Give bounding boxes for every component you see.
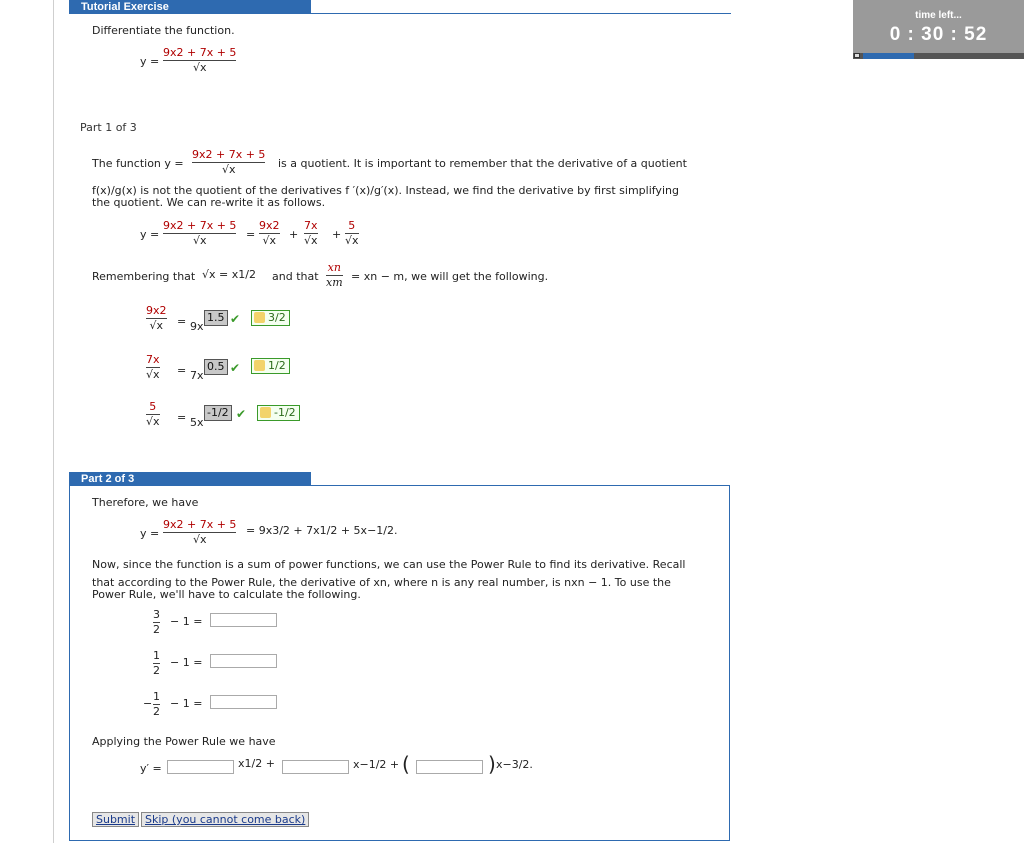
- row1-base: 9x: [190, 320, 204, 333]
- part1-quotient-fraction: [192, 149, 265, 176]
- left-border-line: [53, 0, 54, 843]
- x-neg-three-half-term: x−3/2.: [496, 758, 533, 771]
- skip-button[interactable]: Skip (you cannot come back): [141, 812, 309, 827]
- part1-text-a: The function y =: [92, 157, 184, 170]
- part2-eq-rhs: = 9x3/2 + 7x1/2 + 5x−1/2.: [246, 524, 398, 537]
- part1-text-d: the quotient. We can re-write it as follows.: [92, 196, 326, 209]
- part1-label: Part 1 of 3: [80, 121, 137, 134]
- yprime-label: y′ =: [140, 762, 162, 775]
- row2-check-icon: ✔: [230, 361, 241, 375]
- submit-button[interactable]: Submit: [92, 812, 139, 827]
- row3-answer[interactable]: -1/2: [204, 405, 232, 421]
- rewrite-term3: 5 √x: [345, 219, 359, 247]
- remember-d: = xn − m, we will get the following.: [351, 270, 549, 283]
- part2-applying: Applying the Power Rule we have: [92, 735, 276, 748]
- instruction-text: Differentiate the function.: [92, 24, 235, 37]
- x-half-term: x1/2 +: [238, 757, 275, 770]
- key-icon: [260, 407, 271, 418]
- function-denominator: √x: [192, 61, 207, 74]
- function-fraction: [163, 47, 236, 74]
- row1-answer[interactable]: 1.5: [204, 310, 228, 326]
- part2-para1: Now, since the function is a sum of power functions, we can use the Power Rule to find its derivative. Recall: [92, 558, 686, 571]
- function-numerator: 9x2 + 7x + 5: [163, 46, 237, 59]
- calc-input-3[interactable]: [210, 695, 277, 709]
- calc-input-1[interactable]: [210, 613, 277, 627]
- row3-key-answer[interactable]: -1/2: [257, 405, 300, 421]
- part1-quotient-den: √x: [221, 163, 236, 176]
- close-paren: ): [488, 752, 496, 776]
- key-icon: [254, 312, 265, 323]
- derivative-coef-1-input[interactable]: [167, 760, 234, 774]
- rewrite-fraction-full: 9x2 + 7x + 5 √x: [163, 219, 237, 247]
- row1-check-icon: ✔: [230, 312, 241, 326]
- x-neg-half-term: x−1/2 +: [353, 758, 400, 771]
- part2-eq-lhs: y =: [140, 527, 160, 540]
- part2-para2: that according to the Power Rule, the derivative of xn, where n is any real number, is nxn − 1. To use the: [92, 576, 671, 589]
- part1-text-c: f(x)/g(x) is not the quotient of the derivatives f ′(x)/g′(x). Instead, we find the derivative by first simplifying: [92, 184, 679, 197]
- rewrite-lhs: y =: [140, 228, 160, 241]
- derivative-coef-2-input[interactable]: [282, 760, 349, 774]
- row2-key-answer[interactable]: 1/2: [251, 358, 290, 374]
- calc-input-2[interactable]: [210, 654, 277, 668]
- timer-value: 0 : 30 : 52: [889, 24, 988, 45]
- timer-progress-fill: [863, 53, 914, 59]
- part1-quotient-num: 9x2 + 7x + 5: [192, 148, 266, 161]
- function-lhs: y =: [140, 55, 160, 68]
- row2-answer[interactable]: 0.5: [204, 359, 228, 375]
- row1-key-answer[interactable]: 3/2: [251, 310, 290, 326]
- timer-label: time left...: [915, 10, 962, 21]
- part2-para3: Power Rule, we'll have to calculate the following.: [92, 588, 361, 601]
- row3-base: 5x: [190, 416, 204, 429]
- rewrite-term1: 9x2 √x: [259, 219, 280, 247]
- timer-progress-bar: [853, 53, 1024, 59]
- key-icon: [254, 360, 265, 371]
- row2-base: 7x: [190, 369, 204, 382]
- part2-label: Part 2 of 3: [81, 473, 135, 485]
- header-rule: [311, 13, 731, 14]
- remember-c: and that: [272, 270, 319, 283]
- header-title: Tutorial Exercise: [81, 1, 169, 13]
- tutorial-exercise-header: [69, 0, 311, 14]
- progress-handle[interactable]: [854, 53, 860, 58]
- rewrite-term2: 7x √x: [304, 219, 318, 247]
- row3-check-icon: ✔: [236, 407, 247, 421]
- part2-therefore: Therefore, we have: [92, 496, 199, 509]
- part2-eq-fraction: 9x2 + 7x + 5 √x: [163, 518, 237, 546]
- derivative-coef-3-input[interactable]: [416, 760, 483, 774]
- remember-a: Remembering that: [92, 270, 196, 283]
- remember-fraction: xn xm: [326, 261, 343, 289]
- open-paren: (: [402, 752, 410, 776]
- part1-text-b: is a quotient. It is important to remember that the derivative of a quotient: [278, 157, 687, 170]
- remember-b: √x = x1/2: [202, 268, 256, 281]
- timer-panel: [853, 0, 1024, 53]
- part2-header: [69, 472, 311, 486]
